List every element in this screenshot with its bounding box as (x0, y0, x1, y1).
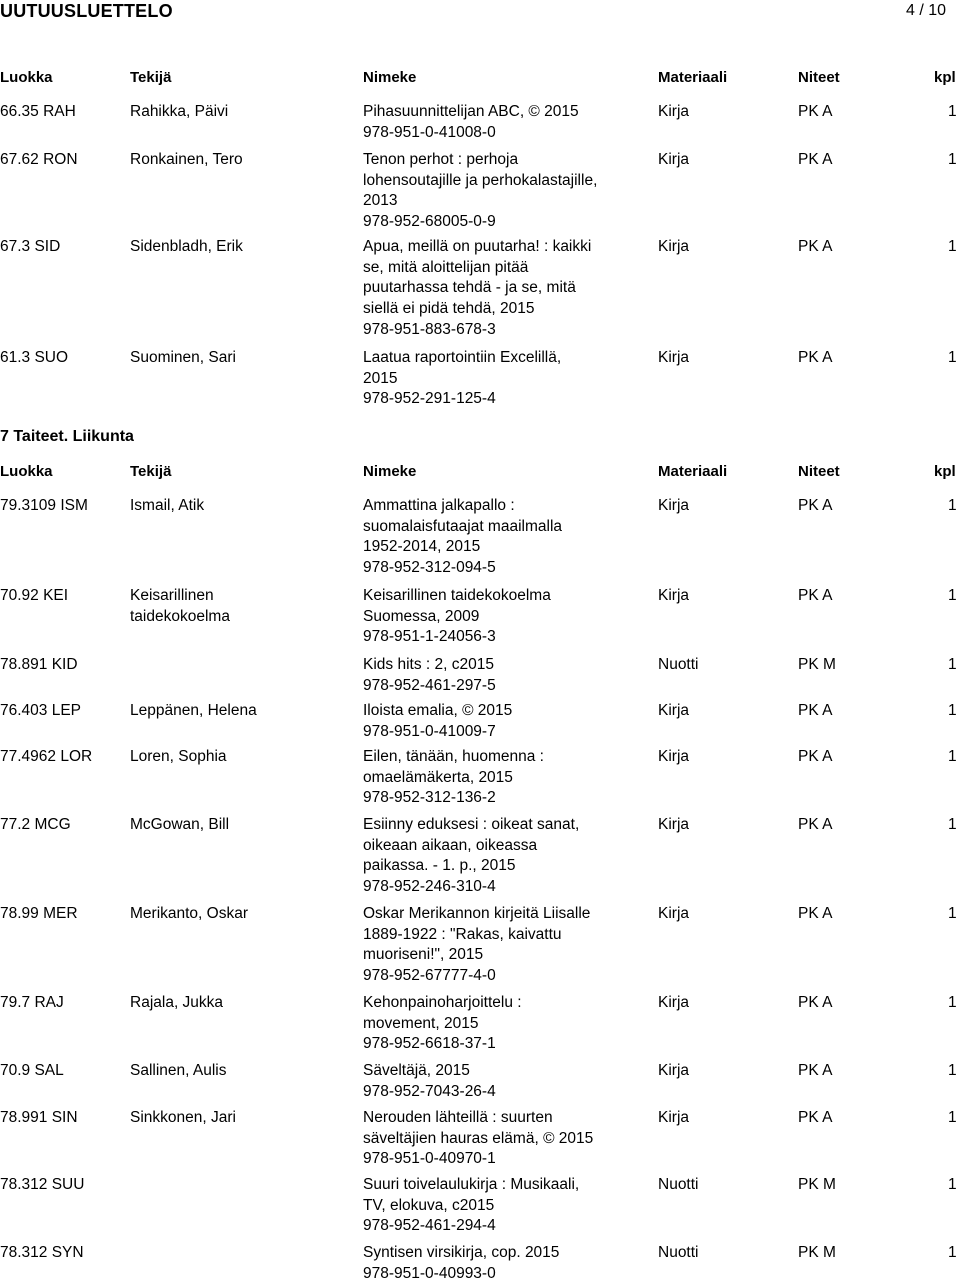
column-header-materiaali: Materiaali (658, 463, 728, 480)
nimeke-cell (363, 102, 653, 143)
materiaali-cell: Kirja (658, 238, 690, 255)
nimeke-cell-line: TV, elokuva, c2015 (363, 1196, 495, 1214)
nimeke-cell-line: 978-952-312-136-2 (363, 789, 496, 807)
nimeke-cell-line: muoriseni!", 2015 (363, 946, 484, 964)
nimeke-cell-line: movement, 2015 (363, 1014, 479, 1032)
kpl-cell: 1 (948, 151, 957, 168)
niteet-cell: PK A (798, 238, 833, 255)
materiaali-cell: Kirja (658, 1062, 690, 1079)
kpl-cell: 1 (948, 1244, 957, 1261)
kpl-cell: 1 (948, 816, 957, 833)
nimeke-cell-line: Kehonpainoharjoittelu : (363, 994, 522, 1011)
column-header-luokka: Luokka (0, 69, 53, 86)
kpl-cell: 1 (948, 497, 957, 514)
tekija-cell-line: Sallinen, Aulis (130, 1062, 227, 1079)
kpl-cell: 1 (948, 1109, 957, 1126)
tekija-cell (130, 993, 350, 1014)
luokka-cell: 67.62 RON (0, 151, 78, 168)
nimeke-cell-line: Pihasuunnittelijan ABC, © 2015 (363, 103, 579, 120)
luokka-cell: 79.7 RAJ (0, 994, 64, 1011)
tekija-cell-line: Leppänen, Helena (130, 702, 257, 719)
nimeke-cell-line: Esiinny eduksesi : oikeat sanat, (363, 816, 580, 833)
nimeke-cell-line: puutarhassa tehdä - ja se, mitä (363, 279, 576, 297)
kpl-cell: 1 (948, 748, 957, 765)
tekija-cell (130, 102, 350, 123)
nimeke-cell-line: 978-951-0-41008-0 (363, 123, 496, 141)
nimeke-cell-line: Säveltäjä, 2015 (363, 1062, 470, 1079)
nimeke-cell-line: 978-952-68005-0-9 (363, 213, 496, 231)
luokka-cell: 76.403 LEP (0, 702, 82, 719)
tekija-cell-line: Sinkkonen, Jari (130, 1109, 236, 1126)
nimeke-cell-line: 2013 (363, 192, 398, 210)
nimeke-cell-line: Laatua raportointiin Excelillä, (363, 349, 562, 366)
materiaali-cell: Kirja (658, 816, 690, 833)
tekija-cell-line: Suominen, Sari (130, 349, 236, 366)
kpl-cell: 1 (948, 587, 957, 604)
nimeke-cell-line: lohensoutajille ja perhokalastajille, (363, 171, 598, 189)
column-header-materiaali: Materiaali (658, 69, 728, 86)
nimeke-cell-line: siellä ei pidä tehdä, 2015 (363, 300, 535, 318)
tekija-cell (130, 496, 350, 517)
nimeke-cell (363, 496, 653, 579)
niteet-cell: PK M (798, 1244, 836, 1261)
materiaali-cell: Kirja (658, 702, 690, 719)
nimeke-cell (363, 655, 653, 696)
nimeke-cell-line: 978-952-246-310-4 (363, 878, 496, 896)
tekija-cell-line: Rahikka, Päivi (130, 103, 229, 120)
niteet-cell: PK A (798, 497, 833, 514)
nimeke-cell-line: 1952-2014, 2015 (363, 538, 481, 556)
materiaali-cell: Nuotti (658, 1244, 699, 1261)
column-header-niteet: Niteet (798, 463, 840, 480)
nimeke-cell-line: 978-951-0-41009-7 (363, 722, 496, 740)
column-header-niteet: Niteet (798, 69, 840, 86)
materiaali-cell: Kirja (658, 1109, 690, 1126)
kpl-cell: 1 (948, 238, 957, 255)
kpl-cell: 1 (948, 702, 957, 719)
nimeke-cell-line: Ammattina jalkapallo : (363, 497, 515, 514)
nimeke-cell (363, 348, 653, 410)
kpl-cell: 1 (948, 656, 957, 673)
nimeke-cell (363, 586, 653, 648)
column-header-row (0, 463, 960, 483)
nimeke-cell-line: Keisarillinen taidekokoelma (363, 587, 551, 604)
section-title: 7 Taiteet. Liikunta (0, 428, 134, 445)
nimeke-cell-line: Syntisen virsikirja, cop. 2015 (363, 1244, 560, 1261)
tekija-cell (130, 1061, 350, 1082)
nimeke-cell (363, 904, 653, 987)
tekija-cell-line: Ismail, Atik (130, 497, 205, 514)
nimeke-cell-line: 978-952-461-294-4 (363, 1217, 496, 1235)
nimeke-cell-line: Eilen, tänään, huomenna : (363, 748, 544, 765)
nimeke-cell (363, 701, 653, 742)
niteet-cell: PK A (798, 349, 833, 366)
nimeke-cell-line: 978-951-0-40993-0 (363, 1264, 496, 1282)
materiaali-cell: Nuotti (658, 1176, 699, 1193)
nimeke-cell-line: 978-952-6618-37-1 (363, 1035, 496, 1053)
nimeke-cell (363, 747, 653, 809)
luokka-cell: 78.891 KID (0, 656, 78, 673)
nimeke-cell-line: 2015 (363, 369, 398, 387)
tekija-cell (130, 747, 350, 768)
luokka-cell: 77.4962 LOR (0, 748, 93, 765)
materiaali-cell: Kirja (658, 349, 690, 366)
document-title: UUTUUSLUETTELO (0, 1, 173, 21)
luokka-cell: 66.35 RAH (0, 103, 76, 120)
column-header-nimeke: Nimeke (363, 463, 417, 480)
nimeke-cell-line: se, mitä aloittelijan pitää (363, 258, 529, 276)
niteet-cell: PK A (798, 994, 833, 1011)
nimeke-cell (363, 1108, 653, 1170)
nimeke-cell-line: suomalaisfutaajat maailmalla (363, 517, 563, 535)
nimeke-cell-line: 1889-1922 : "Rakas, kaivattu (363, 925, 562, 943)
kpl-cell: 1 (948, 349, 957, 366)
tekija-cell-line: Sidenbladh, Erik (130, 238, 243, 255)
nimeke-cell-line: Suuri toivelaulukirja : Musikaali, (363, 1176, 580, 1193)
tekija-cell-line: Keisarillinen (130, 587, 214, 604)
nimeke-cell (363, 237, 653, 341)
tekija-cell (130, 1108, 350, 1129)
page-number: 4 / 10 (905, 2, 946, 19)
materiaali-cell: Kirja (658, 994, 690, 1011)
nimeke-cell-line: 978-951-1-24056-3 (363, 628, 496, 646)
materiaali-cell: Kirja (658, 103, 690, 120)
tekija-cell (130, 348, 350, 369)
column-header-tekija: Tekijä (130, 69, 172, 86)
niteet-cell: PK A (798, 1062, 833, 1079)
tekija-cell (130, 150, 350, 171)
luokka-cell: 61.3 SUO (0, 349, 69, 366)
niteet-cell: PK A (798, 103, 833, 120)
nimeke-cell-line: oikeaan aikaan, oikeassa (363, 836, 538, 854)
column-header-kpl: kpl (934, 69, 956, 86)
nimeke-cell-line: 978-952-7043-26-4 (363, 1082, 496, 1100)
tekija-cell-line: Rajala, Jukka (130, 994, 224, 1011)
nimeke-cell (363, 150, 653, 233)
column-header-nimeke: Nimeke (363, 69, 417, 86)
tekija-cell-line: taidekokoelma (130, 607, 230, 625)
kpl-cell: 1 (948, 103, 957, 120)
document-header (0, 0, 960, 24)
luokka-cell: 70.9 SAL (0, 1062, 64, 1079)
materiaali-cell: Kirja (658, 748, 690, 765)
nimeke-cell-line: Apua, meillä on puutarha! : kaikki (363, 238, 592, 255)
nimeke-cell-line: 978-952-461-297-5 (363, 676, 496, 694)
niteet-cell: PK A (798, 748, 833, 765)
tekija-cell-line: Merikanto, Oskar (130, 905, 249, 922)
tekija-cell-line: Ronkainen, Tero (130, 151, 243, 168)
nimeke-cell-line: 978-952-67777-4-0 (363, 967, 496, 985)
tekija-cell (130, 904, 350, 925)
kpl-cell: 1 (948, 994, 957, 1011)
niteet-cell: PK A (798, 1109, 833, 1126)
luokka-cell: 70.92 KEI (0, 587, 69, 604)
nimeke-cell-line: Suomessa, 2009 (363, 607, 480, 625)
column-header-kpl: kpl (934, 463, 956, 480)
materiaali-cell: Kirja (658, 905, 690, 922)
luokka-cell: 79.3109 ISM (0, 497, 88, 514)
nimeke-cell (363, 993, 653, 1055)
nimeke-cell (363, 815, 653, 898)
nimeke-cell-line: Nerouden lähteillä : suurten (363, 1109, 553, 1126)
luokka-cell: 67.3 SID (0, 238, 61, 255)
niteet-cell: PK A (798, 151, 833, 168)
niteet-cell: PK M (798, 1176, 836, 1193)
niteet-cell: PK A (798, 587, 833, 604)
materiaali-cell: Kirja (658, 587, 690, 604)
nimeke-cell (363, 1175, 653, 1237)
nimeke-cell-line: paikassa. - 1. p., 2015 (363, 857, 516, 875)
tekija-cell-line: Loren, Sophia (130, 748, 227, 765)
nimeke-cell (363, 1243, 653, 1284)
niteet-cell: PK M (798, 656, 836, 673)
nimeke-cell-line: säveltäjien hauras elämä, © 2015 (363, 1129, 594, 1147)
nimeke-cell-line: 978-951-883-678-3 (363, 320, 496, 338)
nimeke-cell-line: 978-951-0-40970-1 (363, 1150, 496, 1168)
tekija-cell-line: McGowan, Bill (130, 816, 230, 833)
niteet-cell: PK A (798, 905, 833, 922)
column-header-row (0, 69, 960, 89)
tekija-cell (130, 815, 350, 836)
kpl-cell: 1 (948, 1176, 957, 1193)
nimeke-cell-line: 978-952-312-094-5 (363, 559, 496, 577)
luokka-cell: 78.991 SIN (0, 1109, 78, 1126)
luokka-cell: 77.2 MCG (0, 816, 71, 833)
nimeke-cell-line: Oskar Merikannon kirjeitä Liisalle (363, 905, 591, 922)
kpl-cell: 1 (948, 1062, 957, 1079)
nimeke-cell-line: omaelämäkerta, 2015 (363, 768, 513, 786)
tekija-cell (130, 701, 350, 722)
column-header-tekija: Tekijä (130, 463, 172, 480)
materiaali-cell: Kirja (658, 151, 690, 168)
luokka-cell: 78.312 SYN (0, 1244, 84, 1261)
nimeke-cell-line: Tenon perhot : perhoja (363, 151, 519, 168)
materiaali-cell: Kirja (658, 497, 690, 514)
nimeke-cell-line: 978-952-291-125-4 (363, 390, 496, 408)
niteet-cell: PK A (798, 816, 833, 833)
column-header-luokka: Luokka (0, 463, 53, 480)
tekija-cell (130, 586, 350, 627)
nimeke-cell-line: Kids hits : 2, c2015 (363, 656, 494, 673)
nimeke-cell (363, 1061, 653, 1102)
nimeke-cell-line: Iloista emalia, © 2015 (363, 702, 513, 719)
niteet-cell: PK A (798, 702, 833, 719)
luokka-cell: 78.99 MER (0, 905, 78, 922)
tekija-cell (130, 237, 350, 258)
kpl-cell: 1 (948, 905, 957, 922)
materiaali-cell: Nuotti (658, 656, 699, 673)
luokka-cell: 78.312 SUU (0, 1176, 85, 1193)
